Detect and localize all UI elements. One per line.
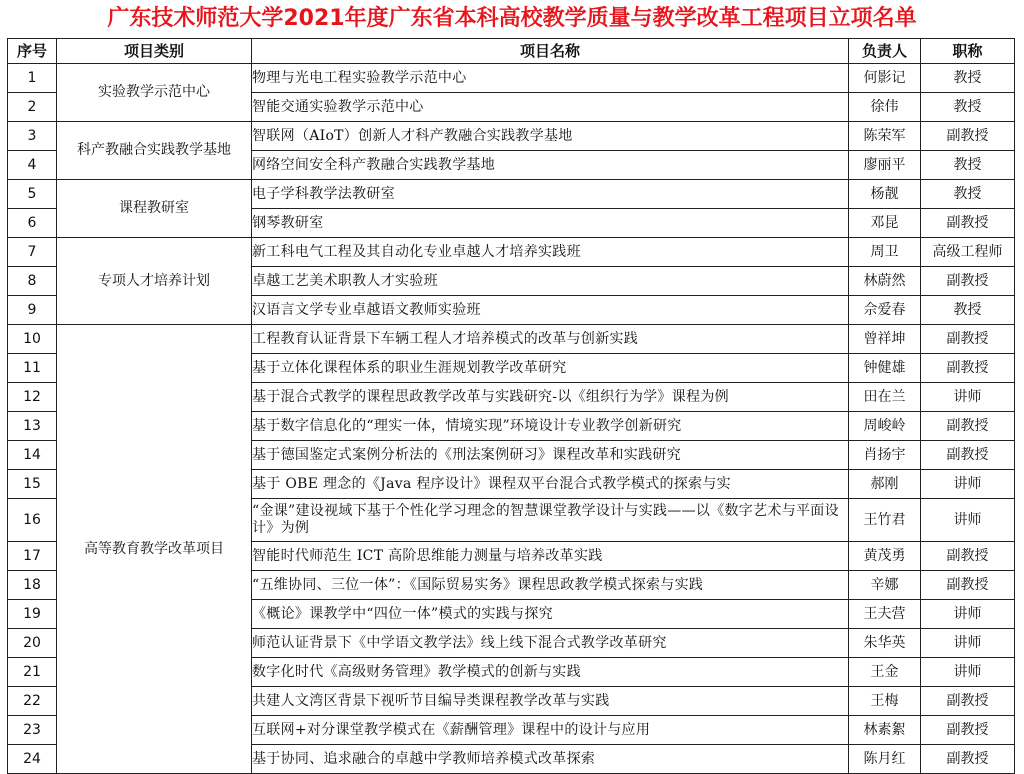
row-number: 4 — [8, 151, 57, 180]
project-name: “金课”建设视域下基于个性化学习理念的智慧课堂教学设计与实践——以《数字艺术与平面设计》为例 — [252, 499, 849, 542]
project-lead: 黄茂勇 — [849, 542, 921, 571]
row-number: 15 — [8, 470, 57, 499]
project-lead-rank: 讲师 — [921, 658, 1015, 687]
project-lead: 朱华英 — [849, 629, 921, 658]
project-lead-rank: 副教授 — [921, 745, 1015, 774]
category-cell: 课程教研室 — [57, 180, 252, 238]
table-row — [8, 64, 1015, 93]
project-lead-rank: 副教授 — [921, 687, 1015, 716]
category-cell: 科产教融合实践教学基地 — [57, 122, 252, 180]
project-lead: 徐伟 — [849, 93, 921, 122]
project-lead-rank: 副教授 — [921, 354, 1015, 383]
project-name: 基于德国鉴定式案例分析法的《刑法案例研习》课程改革和实践研究 — [252, 441, 849, 470]
project-lead: 佘爱春 — [849, 296, 921, 325]
project-name: 网络空间安全科产教融合实践教学基地 — [252, 151, 849, 180]
project-lead: 陈月红 — [849, 745, 921, 774]
row-number: 1 — [8, 64, 57, 93]
category-cell: 实验教学示范中心 — [57, 64, 252, 122]
project-name: 基于数字信息化的“理实一体，情境实现”环境设计专业教学创新研究 — [252, 412, 849, 441]
row-number: 23 — [8, 716, 57, 745]
row-number: 11 — [8, 354, 57, 383]
project-lead-rank: 副教授 — [921, 122, 1015, 151]
row-number: 24 — [8, 745, 57, 774]
project-name: 师范认证背景下《中学语文教学法》线上线下混合式教学改革研究 — [252, 629, 849, 658]
project-lead-rank: 教授 — [921, 151, 1015, 180]
project-name: 电子学科教学法教研室 — [252, 180, 849, 209]
project-name: “五维协同、三位一体”：《国际贸易实务》课程思政教学模式探索与实践 — [252, 571, 849, 600]
row-number: 5 — [8, 180, 57, 209]
row-number: 12 — [8, 383, 57, 412]
category-cell: 专项人才培养计划 — [57, 238, 252, 325]
project-lead: 周卫 — [849, 238, 921, 267]
row-number: 20 — [8, 629, 57, 658]
project-name: 基于立体化课程体系的职业生涯规划教学改革研究 — [252, 354, 849, 383]
project-lead-rank: 教授 — [921, 93, 1015, 122]
project-lead-rank: 讲师 — [921, 470, 1015, 499]
project-lead: 林蔚然 — [849, 267, 921, 296]
project-lead-rank: 副教授 — [921, 412, 1015, 441]
project-lead: 王竹君 — [849, 499, 921, 542]
row-number: 8 — [8, 267, 57, 296]
project-lead-rank: 高级工程师 — [921, 238, 1015, 267]
project-lead-rank: 讲师 — [921, 383, 1015, 412]
header-category: 项目类别 — [57, 39, 252, 64]
project-name: 汉语言文学专业卓越语文教师实验班 — [252, 296, 849, 325]
header-rank: 职称 — [921, 39, 1015, 64]
project-lead: 何影记 — [849, 64, 921, 93]
project-lead: 王夫营 — [849, 600, 921, 629]
project-name: 智能交通实验教学示范中心 — [252, 93, 849, 122]
project-lead-rank: 讲师 — [921, 499, 1015, 542]
project-name: 互联网+对分课堂教学模式在《薪酬管理》课程中的设计与应用 — [252, 716, 849, 745]
project-lead: 廖丽平 — [849, 151, 921, 180]
project-lead: 邓昆 — [849, 209, 921, 238]
project-name: 卓越工艺美术职教人才实验班 — [252, 267, 849, 296]
header-row — [8, 39, 1015, 64]
row-number: 22 — [8, 687, 57, 716]
row-number: 10 — [8, 325, 57, 354]
row-number: 9 — [8, 296, 57, 325]
project-name: 共建人文湾区背景下视听节目编导类课程教学改革与实践 — [252, 687, 849, 716]
project-lead-rank: 副教授 — [921, 209, 1015, 238]
project-lead: 王梅 — [849, 687, 921, 716]
project-table — [7, 38, 1015, 774]
row-number: 13 — [8, 412, 57, 441]
table-row — [8, 122, 1015, 151]
row-number: 6 — [8, 209, 57, 238]
project-lead-rank: 副教授 — [921, 267, 1015, 296]
project-name: 智能时代师范生 ICT 高阶思维能力测量与培养改革实践 — [252, 542, 849, 571]
table-row — [8, 238, 1015, 267]
project-name: 工程教育认证背景下车辆工程人才培养模式的改革与创新实践 — [252, 325, 849, 354]
row-number: 2 — [8, 93, 57, 122]
row-number: 3 — [8, 122, 57, 151]
project-lead: 林素絮 — [849, 716, 921, 745]
category-cell: 高等教育教学改革项目 — [57, 325, 252, 774]
row-number: 21 — [8, 658, 57, 687]
project-lead: 杨靓 — [849, 180, 921, 209]
project-lead: 钟健雄 — [849, 354, 921, 383]
row-number: 7 — [8, 238, 57, 267]
project-lead: 辛娜 — [849, 571, 921, 600]
project-lead: 肖扬宇 — [849, 441, 921, 470]
project-lead-rank: 副教授 — [921, 542, 1015, 571]
header-no: 序号 — [8, 39, 57, 64]
project-name: 基于协同、追求融合的卓越中学教师培养模式改革探索 — [252, 745, 849, 774]
row-number: 19 — [8, 600, 57, 629]
project-name: 基于 OBE 理念的《Java 程序设计》课程双平台混合式教学模式的探索与实 — [252, 470, 849, 499]
project-lead: 田在兰 — [849, 383, 921, 412]
row-number: 18 — [8, 571, 57, 600]
project-lead-rank: 副教授 — [921, 325, 1015, 354]
project-lead-rank: 教授 — [921, 64, 1015, 93]
document-title: 广东技术师范大学2021年度广东省本科高校教学质量与教学改革工程项目立项名单 — [107, 6, 917, 31]
project-lead: 曾祥坤 — [849, 325, 921, 354]
project-name: 钢琴教研室 — [252, 209, 849, 238]
header-name: 项目名称 — [252, 39, 849, 64]
row-number: 14 — [8, 441, 57, 470]
project-name: 基于混合式教学的课程思政教学改革与实践研究-以《组织行为学》课程为例 — [252, 383, 849, 412]
project-lead-rank: 讲师 — [921, 629, 1015, 658]
project-name: 数字化时代《高级财务管理》教学模式的创新与实践 — [252, 658, 849, 687]
project-lead-rank: 副教授 — [921, 441, 1015, 470]
table-row — [8, 325, 1015, 354]
project-lead: 王金 — [849, 658, 921, 687]
header-person: 负责人 — [849, 39, 921, 64]
project-lead-rank: 讲师 — [921, 600, 1015, 629]
row-number: 17 — [8, 542, 57, 571]
project-lead: 周峻岭 — [849, 412, 921, 441]
project-name: 物理与光电工程实验教学示范中心 — [252, 64, 849, 93]
project-lead-rank: 副教授 — [921, 571, 1015, 600]
project-lead-rank: 教授 — [921, 180, 1015, 209]
table-row — [8, 180, 1015, 209]
project-name: 新工科电气工程及其自动化专业卓越人才培养实践班 — [252, 238, 849, 267]
row-number: 16 — [8, 499, 57, 542]
project-name: 《概论》课教学中“四位一体”模式的实践与探究 — [252, 600, 849, 629]
project-lead-rank: 教授 — [921, 296, 1015, 325]
project-lead-rank: 副教授 — [921, 716, 1015, 745]
project-name: 智联网（AIoT）创新人才科产教融合实践教学基地 — [252, 122, 849, 151]
project-lead: 陈荣军 — [849, 122, 921, 151]
project-lead: 郝刚 — [849, 470, 921, 499]
